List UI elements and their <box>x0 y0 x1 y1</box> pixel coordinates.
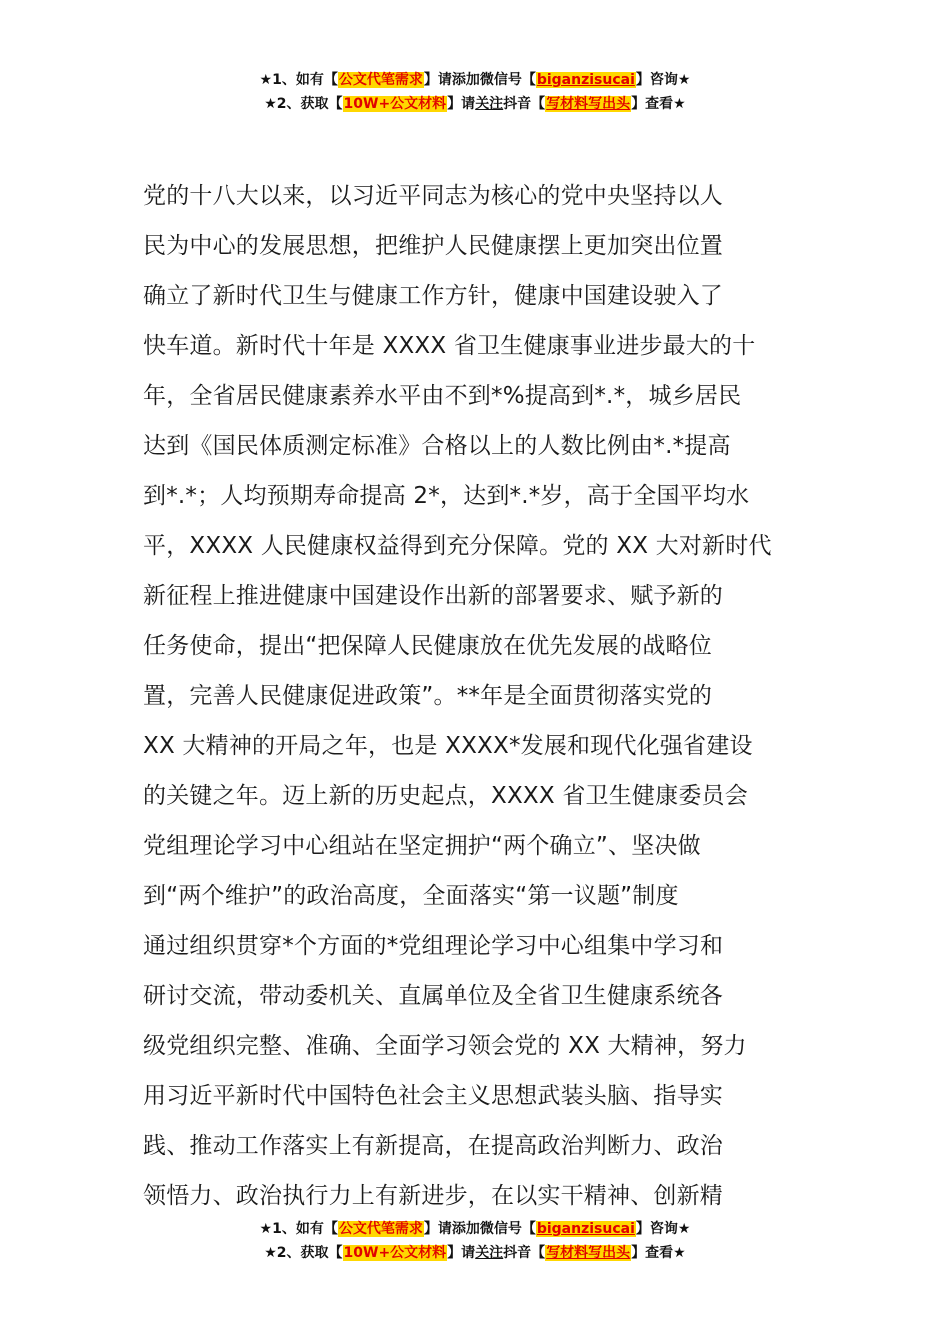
materials-highlight: 10W+公文材料 <box>343 1245 447 1261</box>
body-line: 领悟力、政治执行力上有新进步，在以实干精神、创新精 <box>143 1183 723 1209</box>
document-body <box>143 171 813 1221</box>
materials-highlight: 10W+公文材料 <box>343 96 447 112</box>
wechat-id-link[interactable]: biganzisucai <box>536 72 635 88</box>
body-line: 年，全省居民健康素养水平由不到*%提高到*.*，城乡居民 <box>143 383 742 409</box>
banner-line-2: ★2、获取【10W+公文材料】请关注抖音【写材料写出头】查看★ <box>264 96 686 112</box>
body-line: 快车道。新时代十年是 XXXX 省卫生健康事业进步最大的十 <box>143 333 756 359</box>
douyin-account-link[interactable]: 写材料写出头 <box>546 1245 631 1261</box>
banner-line-2: ★2、获取【10W+公文材料】请关注抖音【写材料写出头】查看★ <box>264 1245 686 1261</box>
body-line: 平，XXXX 人民健康权益得到充分保障。党的 XX 大对新时代 <box>143 533 772 559</box>
wechat-id-link[interactable]: biganzisucai <box>536 1221 635 1237</box>
body-line: XX 大精神的开局之年，也是 XXXX*发展和现代化强省建设 <box>143 733 753 759</box>
body-line: 研讨交流，带动委机关、直属单位及全省卫生健康系统各 <box>143 983 723 1009</box>
body-line: 任务使命，提出“把保障人民健康放在优先发展的战略位 <box>143 633 712 659</box>
body-line: 民为中心的发展思想，把维护人民健康摆上更加突出位置 <box>143 233 723 259</box>
body-line: 级党组织完整、准确、全面学习领会党的 XX 大精神，努力 <box>143 1033 747 1059</box>
writing-service-highlight: 公文代笔需求 <box>338 1221 423 1237</box>
body-line: 确立了新时代卫生与健康工作方针，健康中国建设驶入了 <box>143 283 723 309</box>
body-line: 党组理论学习中心组站在坚定拥护“两个确立”、坚决做 <box>143 833 701 859</box>
body-line: 新征程上推进健康中国建设作出新的部署要求、赋予新的 <box>143 583 723 609</box>
body-line: 通过组织贯穿*个方面的*党组理论学习中心组集中学习和 <box>143 933 724 959</box>
body-line: 置，完善人民健康促进政策”。**年是全面贯彻落实党的 <box>143 683 713 709</box>
footer-banner <box>0 1217 950 1265</box>
body-line: 党的十八大以来，以习近平同志为核心的党中央坚持以人 <box>143 183 723 209</box>
body-line: 践、推动工作落实上有新提高，在提高政治判断力、政治 <box>143 1133 723 1159</box>
writing-service-highlight: 公文代笔需求 <box>338 72 423 88</box>
body-line: 达到《国民体质测定标准》合格以上的人数比例由*.*提高 <box>143 433 731 459</box>
header-banner <box>0 68 950 116</box>
body-line: 到*.*；人均预期寿命提高 2*，达到*.*岁，高于全国平均水 <box>143 483 750 509</box>
body-line: 到“两个维护”的政治高度，全面落实“第一议题”制度 <box>143 883 679 909</box>
douyin-account-link[interactable]: 写材料写出头 <box>546 96 631 112</box>
banner-line-1: ★1、如有【公文代笔需求】请添加微信号【biganzisucai】咨询★ <box>259 1221 691 1237</box>
body-line: 的关键之年。迈上新的历史起点，XXXX 省卫生健康委员会 <box>143 783 748 809</box>
body-line: 用习近平新时代中国特色社会主义思想武装头脑、指导实 <box>143 1083 723 1109</box>
banner-line-1: ★1、如有【公文代笔需求】请添加微信号【biganzisucai】咨询★ <box>259 72 691 88</box>
